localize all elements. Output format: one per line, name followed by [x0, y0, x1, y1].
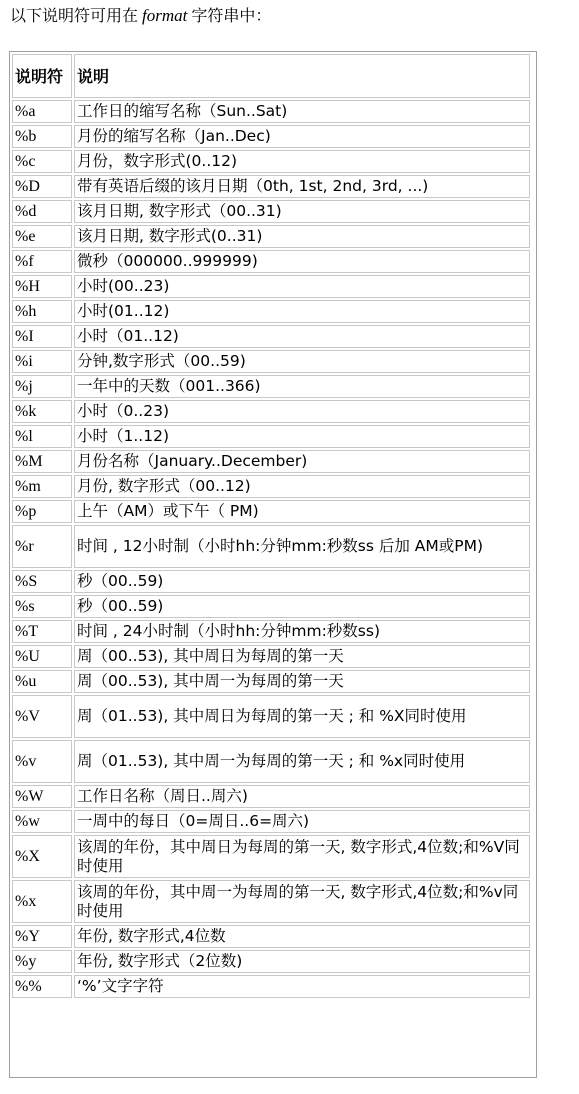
specifier-cell: %j — [12, 375, 72, 398]
description-cell: 小时（0..23) — [74, 400, 530, 423]
description-cell: 周（01..53), 其中周日为每周的第一天 ; 和 %X同时使用 — [74, 695, 530, 738]
specifier-cell: %% — [12, 975, 72, 998]
description-cell: 一年中的天数（001..366) — [74, 375, 530, 398]
table-row — [12, 950, 530, 973]
table-row — [12, 695, 530, 738]
description-cell: 一周中的每日（0=周日..6=周六) — [74, 810, 530, 833]
table-row — [12, 570, 530, 593]
specifier-cell: %M — [12, 450, 72, 473]
description-cell: 秒（00..59) — [74, 570, 530, 593]
table-header-row — [12, 54, 530, 98]
specifier-cell: %i — [12, 350, 72, 373]
description-cell: 小时(01..12) — [74, 300, 530, 323]
table-row — [12, 595, 530, 618]
intro-text — [10, 4, 271, 28]
table-row — [12, 375, 530, 398]
specifier-cell: %l — [12, 425, 72, 448]
description-cell: 小时（01..12) — [74, 325, 530, 348]
description-cell: 工作日名称（周日..周六) — [74, 785, 530, 808]
table-row — [12, 475, 530, 498]
specifier-cell: %b — [12, 125, 72, 148]
table-row — [12, 810, 530, 833]
table-row — [12, 250, 530, 273]
specifier-table-frame — [9, 51, 537, 1078]
table-row — [12, 785, 530, 808]
description-cell: 年份, 数字形式,4位数 — [74, 925, 530, 948]
table-row — [12, 350, 530, 373]
description-cell: 周（01..53), 其中周一为每周的第一天 ; 和 %x同时使用 — [74, 740, 530, 783]
intro-keyword: format — [142, 6, 188, 25]
specifier-cell: %D — [12, 175, 72, 198]
specifier-cell: %s — [12, 595, 72, 618]
table-row — [12, 425, 530, 448]
table-row — [12, 835, 530, 878]
description-cell: 上午（AM）或下午（ PM) — [74, 500, 530, 523]
description-cell: 周（00..53), 其中周一为每周的第一天 — [74, 670, 530, 693]
description-cell: 时间 , 24小时制（小时hh:分钟mm:秒数ss) — [74, 620, 530, 643]
description-cell: 带有英语后缀的该月日期（0th, 1st, 2nd, 3rd, ...) — [74, 175, 530, 198]
specifier-cell: %c — [12, 150, 72, 173]
description-cell: 月份，数字形式(0..12) — [74, 150, 530, 173]
description-cell: 该月日期, 数字形式(0..31) — [74, 225, 530, 248]
header-description: 说明 — [74, 54, 530, 98]
specifier-cell: %e — [12, 225, 72, 248]
specifier-cell: %U — [12, 645, 72, 668]
table-row — [12, 645, 530, 668]
table-row — [12, 525, 530, 568]
table-row — [12, 200, 530, 223]
specifier-cell: %k — [12, 400, 72, 423]
description-cell: 该月日期, 数字形式（00..31) — [74, 200, 530, 223]
table-row — [12, 400, 530, 423]
table-row — [12, 125, 530, 148]
specifier-cell: %y — [12, 950, 72, 973]
specifier-cell: %w — [12, 810, 72, 833]
specifier-cell: %r — [12, 525, 72, 568]
description-cell: 微秒（000000..999999) — [74, 250, 530, 273]
description-cell: 时间 , 12小时制（小时hh:分钟mm:秒数ss 后加 AM或PM) — [74, 525, 530, 568]
table-row — [12, 175, 530, 198]
table-row — [12, 975, 530, 998]
description-cell: 周（00..53), 其中周日为每周的第一天 — [74, 645, 530, 668]
table-row — [12, 150, 530, 173]
description-cell: 该周的年份，其中周一为每周的第一天, 数字形式,4位数;和%v同时使用 — [74, 880, 530, 923]
specifier-cell: %a — [12, 100, 72, 123]
header-specifier: 说明符 — [12, 54, 72, 98]
intro-after: 字符串中： — [191, 6, 272, 25]
specifier-cell: %h — [12, 300, 72, 323]
description-cell: 月份名称（January..December) — [74, 450, 530, 473]
specifier-table — [10, 52, 532, 1000]
specifier-cell: %T — [12, 620, 72, 643]
intro-before: 以下说明符可用在 — [10, 6, 139, 25]
description-cell: 月份的缩写名称（Jan..Dec) — [74, 125, 530, 148]
specifier-cell: %X — [12, 835, 72, 878]
description-cell: 小时(00..23) — [74, 275, 530, 298]
description-cell: 分钟,数字形式（00..59) — [74, 350, 530, 373]
table-row — [12, 225, 530, 248]
description-cell: 工作日的缩写名称（Sun..Sat) — [74, 100, 530, 123]
table-row — [12, 325, 530, 348]
specifier-cell: %V — [12, 695, 72, 738]
table-row — [12, 300, 530, 323]
description-cell: 年份, 数字形式（2位数) — [74, 950, 530, 973]
description-cell: 秒（00..59) — [74, 595, 530, 618]
specifier-cell: %H — [12, 275, 72, 298]
table-body — [12, 100, 530, 998]
specifier-cell: %m — [12, 475, 72, 498]
specifier-cell: %p — [12, 500, 72, 523]
table-row — [12, 275, 530, 298]
description-cell: ‘%’文字字符 — [74, 975, 530, 998]
table-row — [12, 450, 530, 473]
specifier-cell: %f — [12, 250, 72, 273]
table-row — [12, 925, 530, 948]
description-cell: 该周的年份，其中周日为每周的第一天, 数字形式,4位数;和%V同时使用 — [74, 835, 530, 878]
table-row — [12, 670, 530, 693]
specifier-cell: %x — [12, 880, 72, 923]
specifier-cell: %v — [12, 740, 72, 783]
description-cell: 小时（1..12) — [74, 425, 530, 448]
table-row — [12, 500, 530, 523]
table-row — [12, 620, 530, 643]
specifier-cell: %S — [12, 570, 72, 593]
specifier-cell: %Y — [12, 925, 72, 948]
table-row — [12, 100, 530, 123]
description-cell: 月份, 数字形式（00..12) — [74, 475, 530, 498]
specifier-cell: %I — [12, 325, 72, 348]
table-row — [12, 880, 530, 923]
specifier-cell: %u — [12, 670, 72, 693]
table-row — [12, 740, 530, 783]
specifier-cell: %d — [12, 200, 72, 223]
specifier-cell: %W — [12, 785, 72, 808]
